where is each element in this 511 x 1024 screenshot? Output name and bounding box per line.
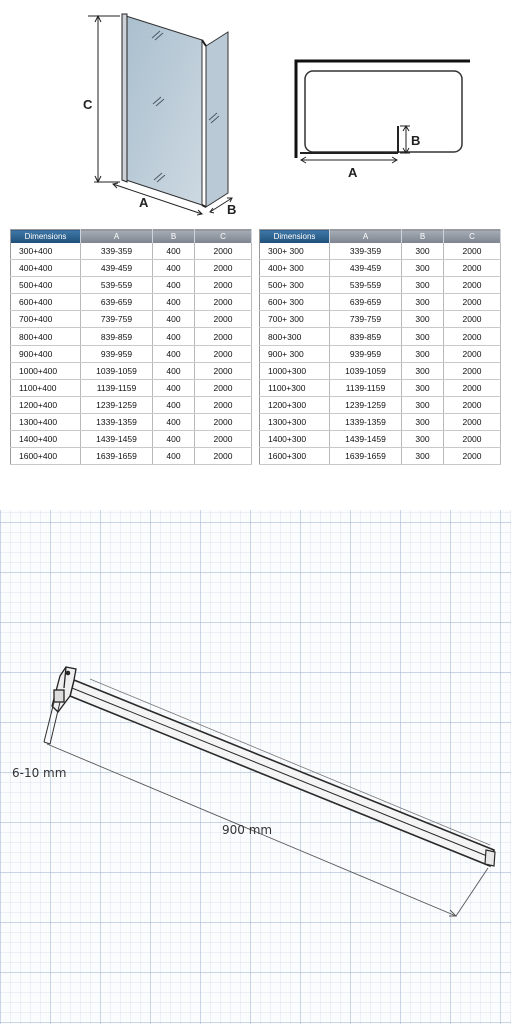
cell-c: 2000 xyxy=(195,448,252,465)
cell-dimensions: 300+ 300 xyxy=(260,243,330,260)
cell-a: 539-559 xyxy=(330,277,402,294)
cell-c: 2000 xyxy=(195,311,252,328)
cell-a: 339-359 xyxy=(81,243,153,260)
cell-a: 339-359 xyxy=(330,243,402,260)
cell-b: 400 xyxy=(153,379,195,396)
cell-b: 400 xyxy=(153,277,195,294)
cell-a: 839-859 xyxy=(81,328,153,345)
cell-b: 400 xyxy=(153,243,195,260)
cell-b: 300 xyxy=(402,448,444,465)
cell-dimensions: 1200+300 xyxy=(260,396,330,413)
gap-label: 6-10 mm xyxy=(12,766,67,780)
cell-a: 1639-1659 xyxy=(330,448,402,465)
cell-c: 2000 xyxy=(195,243,252,260)
cell-dimensions: 1400+300 xyxy=(260,431,330,448)
cell-c: 2000 xyxy=(195,413,252,430)
cell-b: 400 xyxy=(153,328,195,345)
cell-a: 639-659 xyxy=(81,294,153,311)
cell-a: 939-959 xyxy=(330,345,402,362)
cell-b: 300 xyxy=(402,311,444,328)
cell-a: 739-759 xyxy=(81,311,153,328)
cell-dimensions: 900+ 300 xyxy=(260,345,330,362)
cell-c: 2000 xyxy=(444,396,501,413)
cell-c: 2000 xyxy=(195,362,252,379)
cell-dimensions: 600+ 300 xyxy=(260,294,330,311)
cell-c: 2000 xyxy=(444,277,501,294)
header-c: C xyxy=(444,230,501,244)
cell-b: 300 xyxy=(402,277,444,294)
cell-a: 1039-1059 xyxy=(330,362,402,379)
cell-dimensions: 1600+400 xyxy=(11,448,81,465)
cell-b: 400 xyxy=(153,345,195,362)
dimension-c-label: C xyxy=(83,97,93,112)
cell-c: 2000 xyxy=(444,311,501,328)
cell-b: 400 xyxy=(153,260,195,277)
bar-end-cap xyxy=(485,850,495,866)
cell-dimensions: 700+400 xyxy=(11,311,81,328)
cell-a: 1139-1159 xyxy=(330,379,402,396)
cell-b: 300 xyxy=(402,362,444,379)
cell-dimensions: 1200+400 xyxy=(11,396,81,413)
cell-dimensions: 1400+400 xyxy=(11,431,81,448)
dimension-b-label: B xyxy=(227,202,237,217)
cell-c: 2000 xyxy=(195,328,252,345)
cell-c: 2000 xyxy=(195,260,252,277)
cell-dimensions: 1600+300 xyxy=(260,448,330,465)
cell-b: 300 xyxy=(402,260,444,277)
cell-b: 300 xyxy=(402,379,444,396)
cell-b: 400 xyxy=(153,413,195,430)
cell-c: 2000 xyxy=(444,243,501,260)
cell-c: 2000 xyxy=(195,396,252,413)
cell-a: 1039-1059 xyxy=(81,362,153,379)
header-b: B xyxy=(402,230,444,244)
cell-dimensions: 500+400 xyxy=(11,277,81,294)
cell-a: 439-459 xyxy=(330,260,402,277)
cell-dimensions: 1100+300 xyxy=(260,379,330,396)
cell-a: 439-459 xyxy=(81,260,153,277)
cell-a: 639-659 xyxy=(330,294,402,311)
cell-b: 300 xyxy=(402,431,444,448)
cell-b: 400 xyxy=(153,311,195,328)
cell-b: 400 xyxy=(153,448,195,465)
cell-c: 2000 xyxy=(444,294,501,311)
cell-c: 2000 xyxy=(444,431,501,448)
cell-dimensions: 700+ 300 xyxy=(260,311,330,328)
cell-dimensions: 300+400 xyxy=(11,243,81,260)
cell-b: 400 xyxy=(153,431,195,448)
cell-b: 300 xyxy=(402,294,444,311)
cell-c: 2000 xyxy=(195,294,252,311)
header-a: A xyxy=(81,230,153,244)
cell-c: 2000 xyxy=(195,379,252,396)
plan-dimension-a-label: A xyxy=(348,165,358,180)
header-dimensions: Dimensions xyxy=(260,230,330,244)
cell-a: 1339-1359 xyxy=(330,413,402,430)
cell-dimensions: 500+ 300 xyxy=(260,277,330,294)
header-c: C xyxy=(195,230,252,244)
cell-dimensions: 900+400 xyxy=(11,345,81,362)
cell-b: 300 xyxy=(402,243,444,260)
header-a: A xyxy=(330,230,402,244)
cell-a: 939-959 xyxy=(81,345,153,362)
length-label: 900 mm xyxy=(222,823,273,837)
cell-b: 400 xyxy=(153,362,195,379)
cell-c: 2000 xyxy=(195,277,252,294)
cell-a: 1239-1259 xyxy=(330,396,402,413)
cell-dimensions: 600+400 xyxy=(11,294,81,311)
cell-b: 300 xyxy=(402,328,444,345)
cell-b: 400 xyxy=(153,294,195,311)
cell-c: 2000 xyxy=(444,379,501,396)
cell-a: 839-859 xyxy=(330,328,402,345)
cell-a: 1239-1259 xyxy=(81,396,153,413)
cell-c: 2000 xyxy=(444,413,501,430)
cell-c: 2000 xyxy=(444,448,501,465)
cell-dimensions: 800+400 xyxy=(11,328,81,345)
cell-b: 400 xyxy=(153,396,195,413)
cell-a: 1639-1659 xyxy=(81,448,153,465)
cell-a: 1439-1459 xyxy=(81,431,153,448)
cell-b: 300 xyxy=(402,396,444,413)
cell-b: 300 xyxy=(402,413,444,430)
cell-c: 2000 xyxy=(444,362,501,379)
cell-b: 300 xyxy=(402,345,444,362)
header-dimensions: Dimensions xyxy=(11,230,81,244)
plan-dimension-b-label: B xyxy=(411,133,421,148)
header-b: B xyxy=(153,230,195,244)
cell-c: 2000 xyxy=(444,345,501,362)
cell-a: 539-559 xyxy=(81,277,153,294)
cell-dimensions: 1300+300 xyxy=(260,413,330,430)
cell-dimensions: 400+ 300 xyxy=(260,260,330,277)
cell-c: 2000 xyxy=(195,431,252,448)
cell-a: 1339-1359 xyxy=(81,413,153,430)
cell-dimensions: 1000+400 xyxy=(11,362,81,379)
cell-a: 1139-1159 xyxy=(81,379,153,396)
cell-dimensions: 400+400 xyxy=(11,260,81,277)
cell-dimensions: 800+300 xyxy=(260,328,330,345)
cell-c: 2000 xyxy=(195,345,252,362)
cell-c: 2000 xyxy=(444,260,501,277)
dimension-a-label: A xyxy=(139,195,149,210)
cell-a: 739-759 xyxy=(330,311,402,328)
cell-c: 2000 xyxy=(444,328,501,345)
cell-a: 1439-1459 xyxy=(330,431,402,448)
cell-dimensions: 1100+400 xyxy=(11,379,81,396)
cell-dimensions: 1300+400 xyxy=(11,413,81,430)
cell-dimensions: 1000+300 xyxy=(260,362,330,379)
